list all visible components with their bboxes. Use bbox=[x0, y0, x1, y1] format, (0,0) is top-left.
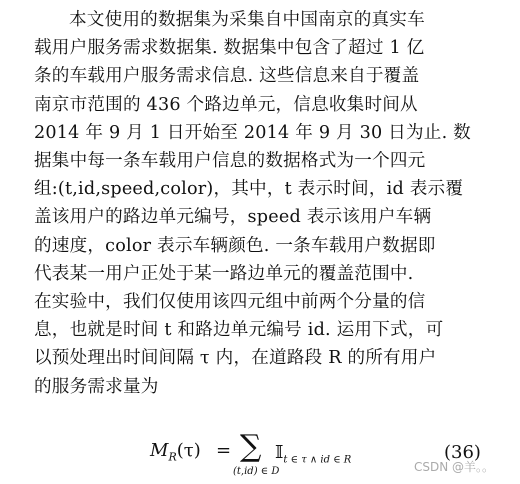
text-line: 条的车载用户服务需求信息. 这些信息来自于覆盖 bbox=[34, 66, 420, 87]
text-line: 息，也就是时间 t 和路边单元编号 id. 运用下式，可 bbox=[34, 320, 444, 341]
equation-lhs bbox=[150, 440, 201, 464]
lhs-subscript: R bbox=[168, 450, 177, 464]
text-line: 南京市范围的 436 个路边单元，信息收集时间从 bbox=[34, 94, 418, 115]
lhs-symbol: M bbox=[150, 440, 169, 461]
lhs-argument: (τ) bbox=[176, 440, 201, 461]
text-line: 据集中每一条车载用户信息的数据格式为一个四元 bbox=[34, 151, 426, 172]
indicator-icon: 𝕀 bbox=[275, 442, 284, 463]
summation-icon: ∑ bbox=[240, 429, 262, 464]
summation-subscript: (t,id) ∈ D bbox=[233, 466, 280, 477]
text-line: 载用户服务需求数据集. 数据集中包含了超过 1 亿 bbox=[34, 38, 425, 59]
equation-number: (36) bbox=[444, 442, 481, 463]
text-line: 代表某一用户正处于某一路边单元的覆盖范围中. bbox=[34, 263, 414, 284]
text-line: 在实验中，我们仅使用该四元组中前两个分量的信 bbox=[34, 292, 426, 313]
equals-sign: = bbox=[216, 440, 232, 461]
text-line: 2014 年 9 月 1 日开始至 2014 年 9 月 30 日为止. 数 bbox=[34, 122, 471, 143]
indicator-condition: t ∈ τ ∧ id ∈ R bbox=[283, 454, 352, 466]
indicator-function bbox=[275, 442, 351, 466]
body-paragraph bbox=[34, 6, 508, 401]
text-line: 盖该用户的路边单元编号，speed 表示该用户车辆 bbox=[34, 207, 432, 228]
text-line: 的服务需求量为 bbox=[34, 376, 159, 397]
text-line: 的速度，color 表示车辆颜色. 一条车载用户数据即 bbox=[34, 235, 436, 256]
text-line: 组:(t,id,speed,color)，其中，t 表示时间，id 表示覆 bbox=[34, 179, 464, 200]
text-line: 以预处理出时间间隔 τ 内，在道路段 R 的所有用户 bbox=[34, 348, 437, 369]
text-line: 本文使用的数据集为采集自中国南京的真实车 bbox=[69, 10, 425, 30]
watermark: CSDN @羊。。 bbox=[414, 460, 495, 474]
